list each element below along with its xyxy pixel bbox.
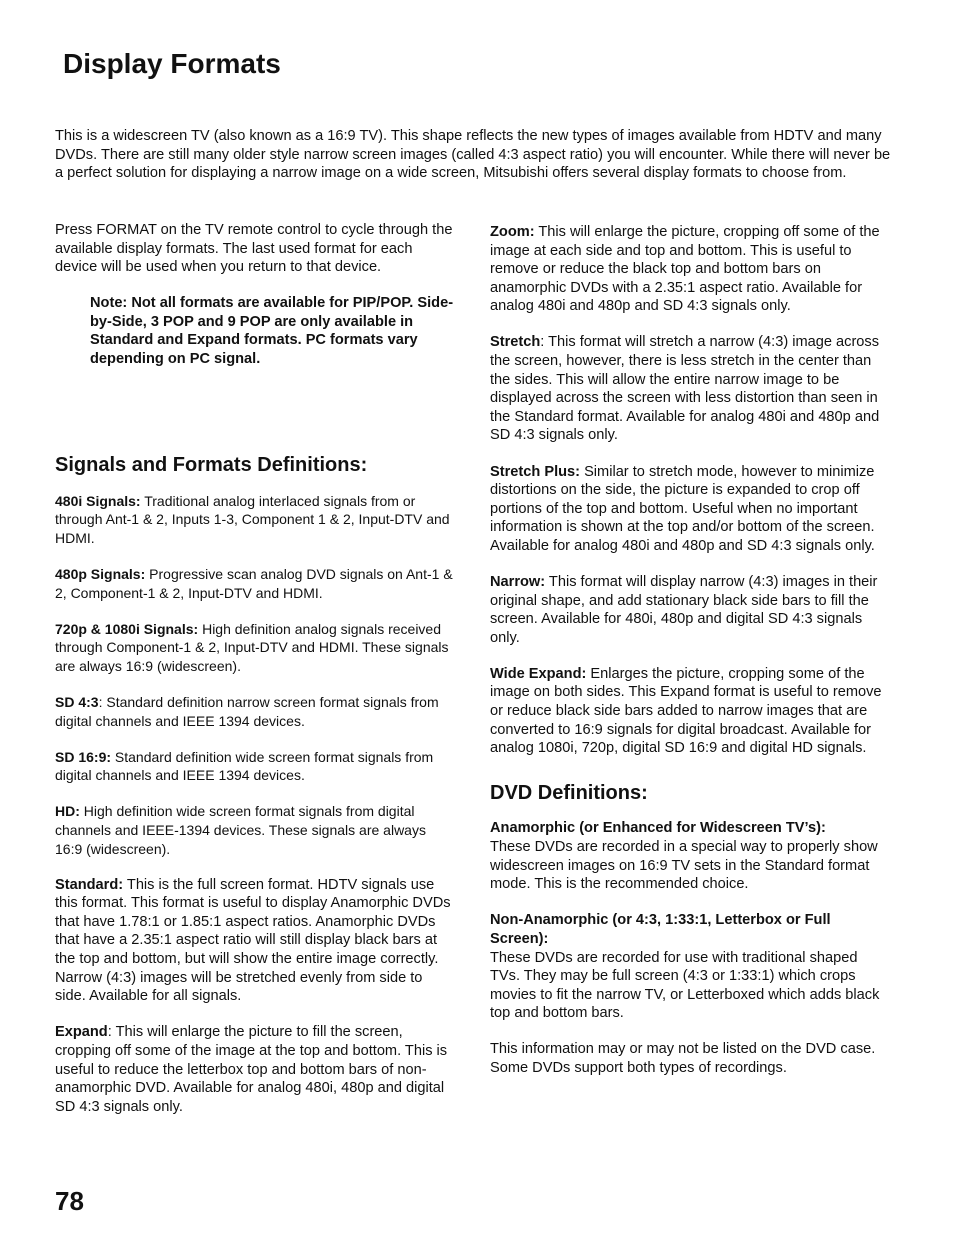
format-term: Stretch Plus: [490, 463, 581, 480]
press-format-paragraph: Press FORMAT on the TV remote control to cycle through the available display formats. The last used format for each device will be used when you return to that device. [55, 222, 453, 276]
format-term: Expand [55, 1024, 108, 1041]
dvd-term: Non-Anamorphic (or 4:3, 1:33:1, Letterbox or Full Screen): [490, 912, 831, 947]
definition-480i [55, 492, 455, 548]
format-text: Similar to stretch mode, however to minimize distortions on the side, the picture is expanded to crop off portions of the top and bottom. Useful when no important information is shown at the top and/or bottom of the screen. Available for analog 480i and 480p and SD 4:3 signals only. [490, 463, 875, 554]
definition-text: Traditional analog interlaced signals from or through Ant-1 & 2, Inputs 1-3, Component 1 & 2, Input-DTV and HDMI. [55, 492, 450, 546]
format-term: Zoom: [490, 224, 535, 240]
intro-paragraph: This is a widescreen TV (also known as a 16:9 TV). This shape reflects the new types of images available from HDTV and many DVDs. There are still many older style narrow screen images (called 4:3 aspect ratio) you will encounter. While there will never be a perfect solution for displaying a narrow image on a wide screen, Mitsubishi offers several display formats to choose from. [55, 128, 891, 182]
dvd-heading: DVD Definitions: [490, 781, 648, 804]
format-text: This is the full screen format. HDTV signals use this format. This format is useful to display Anamorphic DVDs that have 1.78:1 or 1.85:1 aspect ratios. Anamorphic DVDs that have a 2.35:1 aspect ratio will still display black bars at the top and bottom, but will show the entire image correctly. Narrow (4:3) images will be stretched evenly from side to side. Available for all signals. [55, 876, 451, 1005]
definition-term: SD 16:9: [55, 748, 112, 765]
format-term: Wide Expand: [490, 665, 587, 682]
definition-480p [55, 565, 455, 602]
definition-text: High definition analog signals received through Component-1 & 2, Input-DTV and HDMI. These signals are always 16:9 (widescreen). [55, 620, 449, 674]
definition-term: 480i Signals: [55, 492, 141, 509]
format-note: Note: Not all formats are available for PIP/POP. Side-by-Side, 3 POP and 9 POP are only available in Standard and Expand formats. PC formats vary depending on PC signal. [90, 295, 454, 368]
format-zoom [490, 223, 885, 316]
definition-text: Progressive scan analog DVD signals on Ant-1 & 2, Component-1 & 2, Input-DTV and HDMI. [55, 566, 453, 601]
definition-term: 720p & 1080i Signals: [55, 620, 199, 637]
format-text: : This format will stretch a narrow (4:3) image across the screen, however, there is less stretch in the center than the sides. This will allow the entire narrow image to be displayed across the screen with less distortion than seen in the Standard format. Available for analog 480i and 480p and SD 4:3 signals only. [490, 334, 880, 444]
dvd-text: These DVDs are recorded in a special way to properly show widescreen images on 16:9 TV sets in the Standard format mode. This is the recommended choice. [490, 839, 878, 893]
dvd-term: Anamorphic (or Enhanced for Widescreen TV’s): [490, 820, 826, 837]
definition-term: HD: [55, 803, 80, 820]
definition-sd-16-9 [55, 748, 455, 785]
format-expand [55, 1023, 455, 1116]
definition-term: 480p Signals: [55, 566, 146, 583]
definition-text: Standard definition wide screen format signals from digital channels and IEEE 1394 devices. [55, 748, 434, 784]
format-text: : This will enlarge the picture to fill the screen, cropping off some of the image at the top and bottom. This is useful to reduce the letterbox top and bottom bars of non-anamorphic DVD. Available for analog 480i, 480p and digital SD 4:3 signals only. [55, 1024, 448, 1115]
dvd-anamorphic [490, 819, 885, 893]
right-column [490, 223, 885, 1095]
format-term: Narrow: [490, 574, 546, 590]
dvd-non-anamorphic [490, 911, 885, 1023]
definition-720p-1080i [55, 620, 455, 676]
page-number: 78 [55, 1186, 84, 1216]
format-stretch-plus [490, 463, 885, 556]
definition-text: High definition wide screen format signals from digital channels and IEEE-1394 devices. These signals are always 16:9 (widescreen). [55, 803, 426, 857]
spacer [55, 386, 455, 456]
signals-heading: Signals and Formats Definitions: [55, 454, 368, 477]
definition-hd [55, 802, 455, 858]
format-term: Stretch [490, 334, 541, 351]
format-text: This will enlarge the picture, cropping off some of the image at each side and top and bottom. This is useful to remove or reduce the black top and bottom bars on anamorphic DVDs with a 2.35:1 aspect ratio. Available for analog 480i and 480p and SD 4:3 signals only. [490, 224, 880, 315]
dvd-text: These DVDs are recorded for use with traditional shaped TVs. They may be full screen (4:3 or 1:33:1) which crops movies to fit the narrow TV, or Letterboxed which adds black top and bottom bars. [490, 949, 880, 1022]
format-wide-expand [490, 665, 885, 758]
definition-sd-4-3 [55, 693, 455, 730]
format-text: Enlarges the picture, cropping some of the image on both sides. This Expand format is useful to remove or reduce black side bars added to narrow images that are converted to 16:9 signals for digital broadcast. Available for analog 1080i, 720p, digital SD 16:9 and digital HD signals. [490, 665, 882, 757]
format-text: This format will display narrow (4:3) images in their original shape, and add stationary black side bars to fill the screen. Available for 480i, 480p and digital SD 4:3 signals only. [490, 574, 878, 646]
format-narrow [490, 573, 885, 647]
format-term: Standard: [55, 876, 124, 893]
dvd-closing-note: This information may or may not be listed on the DVD case. Some DVDs support both types of recordings. [490, 1041, 876, 1076]
format-stretch [490, 333, 885, 445]
definition-term: SD 4:3 [55, 694, 99, 710]
format-standard [55, 876, 455, 1006]
page-title: Display Formats [63, 48, 281, 79]
left-column [55, 221, 455, 1134]
definition-text: : Standard definition narrow screen format signals from digital channels and IEEE 1394 devices. [55, 694, 439, 729]
